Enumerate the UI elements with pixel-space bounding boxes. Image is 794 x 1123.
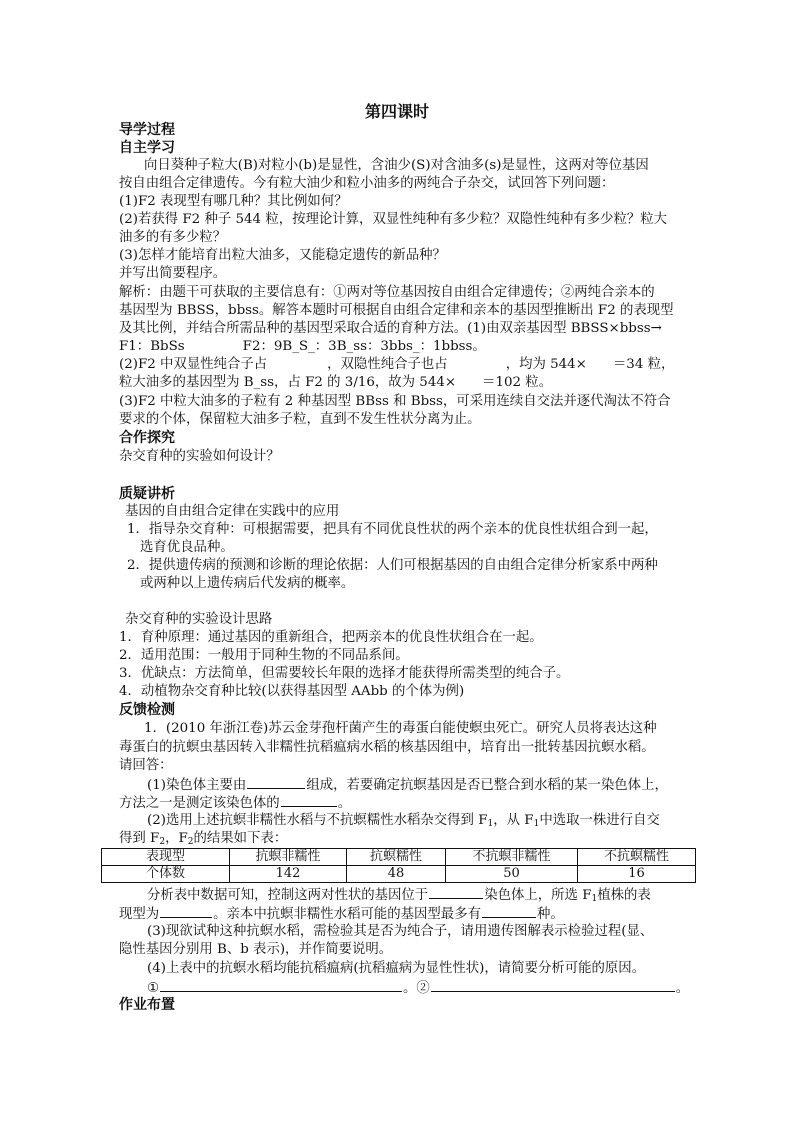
analysis-g2 <box>119 904 564 924</box>
table-cell: 48 <box>347 866 446 883</box>
table-header: 不抗螟非糯性 <box>446 849 578 866</box>
design-1: 1．育种原理：通过基因的重新组合，把两亲本的优良性状组合在一起。 <box>119 630 543 645</box>
design-4: 4．动植物杂交育种比较(以获得基因型 AAbb 的个体为例) <box>119 684 465 699</box>
table-row <box>102 866 696 883</box>
analysis-f2: F2：9B_S_：3B_ss：3bbs_：1bbss。 <box>242 339 486 354</box>
feedback-6b: ，从 F <box>493 813 534 828</box>
feedback-2: 毒蛋白的抗螟虫基因转入非糯性抗稻瘟病水稻的核基因组中，培育出一批转基因抗螟水稻。 <box>119 740 655 755</box>
answer-marker-1: ① <box>147 981 160 996</box>
feedback-q4-answers <box>147 978 689 998</box>
analysis-5b: ，双隐性纯合子也占 <box>327 357 448 372</box>
analysis-g1b: 染色体上，所选 F <box>484 888 592 903</box>
feedback-6c: 中选取一株进行自交 <box>539 813 660 828</box>
analysis-line-3: 及其比例，并结合所需品种的基因型采取合适的育种方法。(1)由双亲基因型 BBSS×bbss→ <box>119 321 662 336</box>
answer-blank[interactable] <box>482 904 536 918</box>
question-1: (1)F2 表现型有哪几种？其比例如何？ <box>119 194 348 209</box>
analysis-6b: ＝102 粒。 <box>482 375 553 390</box>
subscript: 2 <box>159 837 166 847</box>
question-2a: (2)若获得 F2 种子 544 粒，按理论计算，双显性纯种有多少粒？双隐性纯种有多少粒？粒大 <box>119 212 668 227</box>
analysis-f1: F1：BbSs <box>119 339 185 354</box>
subscript: 1 <box>487 819 494 829</box>
analysis-g2a: 现型为 <box>119 907 160 922</box>
analysis-line-4 <box>119 338 486 356</box>
heading-homework: 作业布置 <box>119 997 175 1013</box>
feedback-6 <box>147 812 660 830</box>
subscript: 2 <box>187 837 194 847</box>
answer-blank[interactable] <box>429 885 483 899</box>
feedback-4b: 组成，若要确定抗螟基因是否已整合到水稻的某一染色体上， <box>306 778 668 793</box>
table-header: 表现型 <box>102 849 230 866</box>
question-2b: 油多的有多少粒？ <box>119 230 227 245</box>
answer-blank[interactable] <box>247 775 305 789</box>
table-cell: 50 <box>446 866 578 883</box>
analysis-g2b: 。亲本中抗螟非糯性水稻可能的基因型最多有 <box>213 907 481 922</box>
doubt-2b: 或两种以上遗传病后代发病的概率。 <box>140 576 355 591</box>
heading-doubt: 质疑讲析 <box>119 486 175 502</box>
feedback-5b: 。 <box>337 796 352 811</box>
analysis-5a: (2)F2 中双显性纯合子占 <box>119 357 268 372</box>
table-cell: 16 <box>578 866 696 883</box>
doubt-2a: 2．提供遗传病的预测和诊断的理论依据：人们可根据基因的自由组合定律分析家系中两种 <box>127 558 658 573</box>
feedback-5a: 方法之一是测定该染色体的 <box>119 796 280 811</box>
question-3b: 并写出简要程序。 <box>119 266 227 281</box>
heading-guide: 导学过程 <box>119 122 175 138</box>
heading-cooperation: 合作探究 <box>119 430 175 446</box>
analysis-g1a: 分析表中数据可知，控制这两对性状的基因位于 <box>147 888 429 903</box>
feedback-4 <box>147 775 668 795</box>
analysis-line-1: 解析：由题干可获取的主要信息有：①两对等位基因按自由组合定律遗传；②两纯合亲本的 <box>119 285 655 300</box>
answer-blank[interactable] <box>431 978 675 992</box>
table-header: 不抗螟糯性 <box>578 849 696 866</box>
analysis-line-5 <box>119 356 674 374</box>
analysis-line-6 <box>119 374 552 392</box>
answer-blank[interactable] <box>160 904 212 918</box>
feedback-7c: 的结果如下表： <box>193 831 288 846</box>
doubt-1b: 选育优良品种。 <box>140 540 234 555</box>
answer-blank[interactable] <box>160 978 402 992</box>
cooperation-question: 杂交育种的实验如何设计？ <box>119 449 280 464</box>
feedback-q4: (4)上表中的抗螟水稻均能抗稻瘟病(抗稻瘟病为显性性状)，请简要分析可能的原因。 <box>147 961 646 976</box>
feedback-1: 1．(2010 年浙江卷)苏云金芽孢杆菌产生的毒蛋白能使螟虫死亡。研究人员将表达这种 <box>144 721 657 736</box>
question-3a: (3)怎样才能培育出粒大油多，又能稳定遗传的新品种？ <box>119 248 446 263</box>
analysis-line-8: 要求的个体，保留粒大油多子粒，直到不发生性状分离为止。 <box>119 412 481 427</box>
analysis-5d: ＝34 粒， <box>612 357 675 372</box>
feedback-q3b: 隐性基因分别用 B、b 表示)，并作简要说明。 <box>119 942 393 957</box>
feedback-4a: (1)染色体主要由 <box>147 778 247 793</box>
table-cell: 个体数 <box>102 866 230 883</box>
answer-blank[interactable] <box>281 793 337 807</box>
feedback-5 <box>119 793 351 813</box>
intro-line-1: 向日葵种子粒大(B)对粒小(b)是显性，含油少(S)对含油多(s)是显性，这两对等位基因 <box>144 158 649 173</box>
heading-feedback: 反馈检测 <box>119 702 175 718</box>
feedback-7a: 得到 F <box>119 831 160 846</box>
results-table <box>101 848 696 883</box>
feedback-7b: ，F <box>165 831 188 846</box>
design-title: 杂交育种的实验设计思路 <box>125 612 273 627</box>
table-cell: 142 <box>230 866 347 883</box>
feedback-q3a: (3)现欲试种这种抗螟水稻，需检验其是否为纯合子，请用遗传图解表示检验过程(显、 <box>147 924 654 939</box>
answer-marker-2: 。② <box>403 981 430 996</box>
table-header: 抗螟非糯性 <box>230 849 347 866</box>
subscript: 1 <box>533 819 540 829</box>
feedback-7 <box>119 830 287 848</box>
page-title: 第四课时 <box>364 102 429 121</box>
analysis-line-2: 基因型为 BBSS，bbss。解答本题时可根据自由组合定律和亲本的基因型推断出 F2 的表现型 <box>119 303 674 318</box>
feedback-6a: (2)选用上述抗螟非糯性水稻与不抗螟糯性水稻杂交得到 F <box>147 813 488 828</box>
analysis-6a: 粒大油多的基因型为 B_ss，占 F2 的 3/16，故为 544× <box>119 375 457 390</box>
analysis-line-7: (3)F2 中粒大油多的子粒有 2 种基因型 BBss 和 Bbss，可采用连续自交法并逐代淘汰不符合 <box>119 394 671 409</box>
subscript: 1 <box>591 894 598 904</box>
analysis-5c: ，均为 544× <box>505 357 587 372</box>
doubt-1a: 1．指导杂交育种：可根据需要，把具有不同优良性状的两个亲本的优良性状组合到一起， <box>127 522 658 537</box>
design-2: 2．适用范围：一般用于同种生物的不同品系间。 <box>119 648 409 663</box>
table-header-row <box>102 849 696 866</box>
analysis-g2c: 种。 <box>536 907 564 922</box>
table-header: 抗螟糯性 <box>347 849 446 866</box>
analysis-g1c: 植株的表 <box>597 888 651 903</box>
design-3: 3．优缺点：方法简单，但需要较长年限的选择才能获得所需类型的纯合子。 <box>119 666 570 681</box>
answer-end: 。 <box>675 981 690 996</box>
heading-self-study: 自主学习 <box>119 140 175 156</box>
intro-line-2: 按自由组合定律遗传。今有粒大油少和粒小油多的两纯合子杂交，试回答下列问题： <box>119 176 615 191</box>
doubt-title: 基因的自由组合定律在实践中的应用 <box>125 504 340 519</box>
analysis-g1 <box>147 885 651 905</box>
feedback-3: 请回答： <box>119 758 173 773</box>
